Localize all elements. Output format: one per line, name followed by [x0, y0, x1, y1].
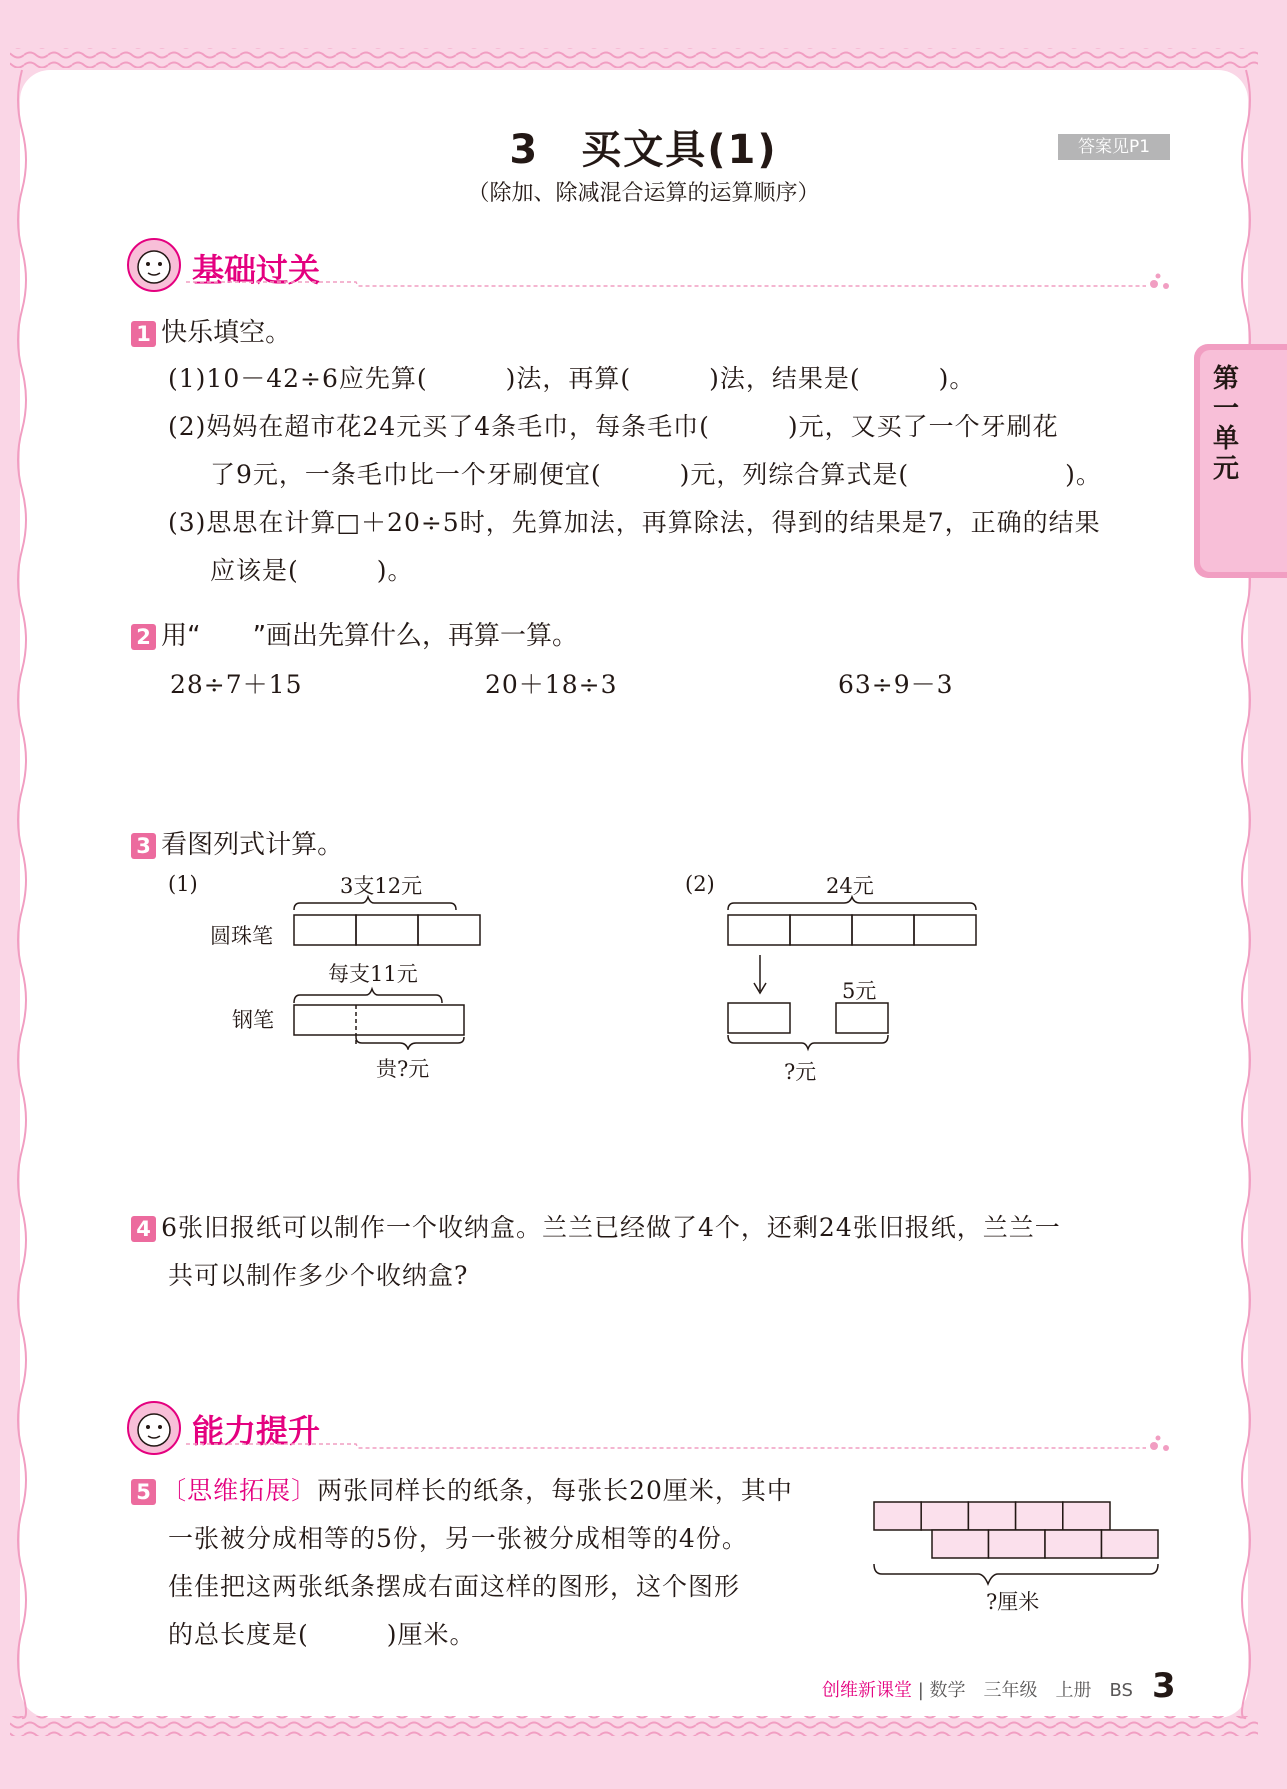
- page-number: 3: [1152, 1666, 1176, 1706]
- question-number-badge: 1: [131, 321, 156, 347]
- thinking-extension-tag: 〔思维拓展〕: [161, 1476, 318, 1505]
- diagram-1-mid-brace-label: 每支11元: [328, 962, 418, 986]
- question-1: [131, 312, 291, 349]
- question-number-badge: 2: [131, 624, 156, 650]
- strip-five-parts: [874, 1502, 1110, 1530]
- q1-line-4: (3)思思在计算□＋20÷5时，先算加法，再算除法，得到的结果是7，正确的结果: [168, 508, 1101, 537]
- strip-part: [1045, 1530, 1102, 1558]
- strip-part: [1102, 1530, 1159, 1558]
- question-4: [131, 1208, 1061, 1244]
- footer-info: [822, 1676, 1133, 1702]
- q2-expression-3: 63÷9－3: [838, 670, 954, 699]
- question-3: [131, 824, 343, 861]
- footer-book-info: 数学 三年级 上册 BS: [929, 1680, 1133, 1701]
- diagram-2-label: (2): [685, 872, 715, 896]
- q5-line-4: 的总长度是( )厘米。: [168, 1620, 476, 1649]
- diagram-2-bottom-brace-label: ?元: [784, 1060, 817, 1084]
- q1-line-3: 了9元，一条毛巾比一个牙刷便宜( )元，列综合算式是( )。: [210, 460, 1102, 489]
- strip-part: [932, 1530, 989, 1558]
- q4-line-1: 6张旧报纸可以制作一个收纳盒。兰兰已经做了4个，还剩24张旧报纸，兰兰一: [161, 1213, 1061, 1242]
- unit-side-tab-label: 第一单元: [1212, 364, 1239, 484]
- footer-brand: 创维新课堂: [822, 1680, 912, 1701]
- strip-part: [1016, 1502, 1063, 1530]
- q2-expression-2: 20＋18÷3: [485, 670, 618, 699]
- diagram-1-segment-graph: [280, 895, 490, 1050]
- lesson-title: 3 买文具(1): [509, 127, 778, 173]
- unit-side-tab-inner: [1200, 350, 1287, 572]
- strip-part: [921, 1502, 968, 1530]
- strip-part: [989, 1530, 1046, 1558]
- question-5: [131, 1471, 793, 1507]
- diagram-1-row2-label: 钢笔: [232, 1008, 274, 1032]
- unit-side-tab: [1194, 344, 1287, 578]
- answer-reference-badge: 答案见P1: [1058, 134, 1170, 160]
- q2-expression-1: 28÷7＋15: [170, 670, 303, 699]
- diagram-2-segment-graph: [720, 895, 990, 1060]
- q5-line-1: 两张同样长的纸条，每张长20厘米，其中: [317, 1476, 793, 1505]
- section-divider-basic: [126, 270, 1171, 292]
- q1-line-2: (2)妈妈在超市花24元买了4条毛巾，每条毛巾( )元，又买了一个牙刷花: [168, 412, 1059, 441]
- strip-total-length-label: ?厘米: [986, 1590, 1040, 1614]
- question-number-badge: 4: [131, 1216, 156, 1242]
- diagram-1-row1-label: 圆珠笔: [210, 924, 273, 948]
- question-heading: 用“ ”画出先算什么，再算一算。: [161, 621, 579, 651]
- section-title-basic: 基础过关: [192, 251, 321, 289]
- question-2: [131, 615, 578, 652]
- diagram-2-right-label: 5元: [842, 979, 877, 1003]
- q1-line-5: 应该是( )。: [210, 556, 414, 585]
- q5-line-3: 佳佳把这两张纸条摆成右面这样的图形，这个图形: [168, 1572, 741, 1601]
- section-title-advanced: 能力提升: [192, 1412, 321, 1450]
- diagram-2-top-brace-label: 24元: [826, 874, 874, 898]
- question-heading: 看图列式计算。: [161, 830, 344, 860]
- question-number-badge: 3: [131, 833, 156, 859]
- footer-separator: |: [912, 1680, 930, 1701]
- question-number-badge: 5: [131, 1479, 156, 1505]
- diagram-1-top-brace-label: 3支12元: [340, 874, 423, 898]
- q5-line-2: 一张被分成相等的5份，另一张被分成相等的4份。: [168, 1524, 748, 1553]
- diagram-1-label: (1): [168, 872, 198, 896]
- q4-line-2: 共可以制作多少个收纳盒?: [168, 1261, 469, 1290]
- strip-part: [874, 1502, 921, 1530]
- diagram-1-bottom-brace-label: 贵?元: [376, 1057, 430, 1081]
- question-heading: 快乐填空。: [161, 318, 292, 348]
- strip-part: [1063, 1502, 1110, 1530]
- q1-line-1: (1)10－42÷6应先算( )法，再算( )法，结果是( )。: [168, 364, 976, 393]
- strip-four-parts: [932, 1530, 1158, 1558]
- section-divider-advanced: [126, 1432, 1171, 1454]
- strip-part: [968, 1502, 1015, 1530]
- lesson-subtitle: （除加、除减混合运算的运算顺序）: [467, 181, 820, 206]
